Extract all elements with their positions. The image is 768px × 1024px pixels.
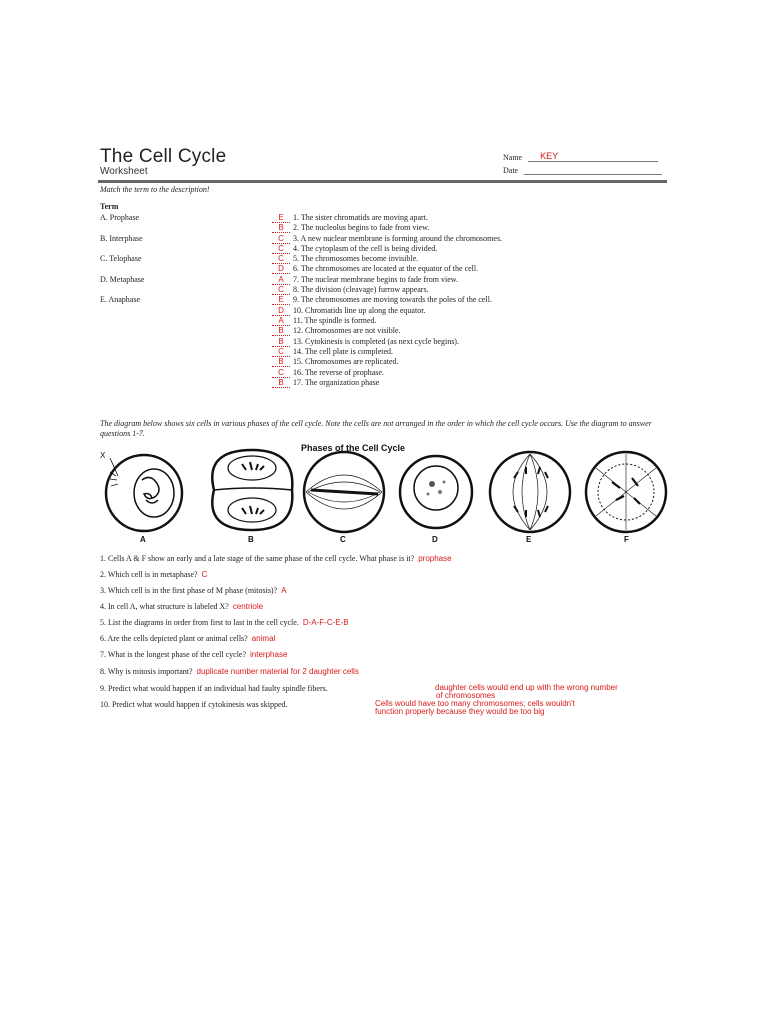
cell-label: C	[340, 535, 346, 544]
match-answer[interactable]: C	[272, 244, 290, 254]
date-line[interactable]	[524, 165, 662, 175]
match-text: 5. The chromosomes become invisible.	[293, 254, 419, 263]
question	[100, 650, 287, 659]
cell-f	[586, 452, 666, 532]
question-answer[interactable]: animal	[251, 634, 276, 643]
match-answer[interactable]: B	[272, 357, 290, 367]
page-title: The Cell Cycle	[100, 146, 227, 167]
match-text: 14. The cell plate is completed.	[293, 347, 394, 356]
term-item: D. Metaphase	[100, 275, 145, 284]
match-text: 11. The spindle is formed.	[293, 316, 377, 325]
diagram-intro: The diagram below shows six cells in various phases of the cell cycle. Note the cells are not arranged in the order in which the cell cycle occurs. Use the diagram to answer questions 1-7.	[100, 419, 652, 438]
label-x: X	[100, 451, 106, 460]
match-text: 8. The division (cleavage) furrow appears.	[293, 285, 429, 294]
match-text: 17. The organization phase	[293, 378, 380, 387]
answer-line: Cells would have too many chromosomes; cells wouldn't	[375, 699, 575, 708]
question	[100, 634, 275, 643]
cell-cycle-diagram	[96, 438, 676, 544]
name-field	[503, 152, 658, 162]
match-item	[272, 244, 437, 254]
header-rule	[98, 180, 667, 183]
name-value: KEY	[540, 151, 559, 161]
match-answer[interactable]: A	[272, 316, 290, 326]
question	[100, 667, 359, 676]
question-answer[interactable]: A	[281, 586, 287, 595]
match-text: 16. The reverse of prophase.	[293, 368, 384, 377]
question-text: 5. List the diagrams in order from first to last in the cell cycle.	[100, 618, 299, 627]
question-answer[interactable]: D-A-F-C-E-B	[302, 618, 349, 627]
match-item	[272, 213, 428, 223]
question-answer[interactable]: interphase	[250, 650, 288, 659]
cell-e	[490, 452, 570, 532]
match-item	[272, 254, 418, 264]
match-answer[interactable]: C	[272, 234, 290, 244]
question-text: 9. Predict what would happen if an individual had faulty spindle fibers.	[100, 684, 328, 693]
question-answer[interactable]: centriole	[232, 602, 264, 611]
answer-line: daughter cells would end up with the wrong number	[435, 683, 618, 692]
term-item: E. Anaphase	[100, 295, 140, 304]
match-item	[272, 223, 429, 233]
match-item	[272, 316, 377, 326]
name-label: Name	[503, 153, 523, 162]
question	[100, 684, 328, 693]
question-answer[interactable]: C	[201, 570, 208, 579]
question-text: 7. What is the longest phase of the cell cycle?	[100, 650, 247, 659]
term-item: A. Prophase	[100, 213, 140, 222]
term-item: B. Interphase	[100, 234, 143, 243]
match-answer[interactable]: B	[272, 337, 290, 347]
question-answer[interactable]: prophase	[418, 554, 452, 563]
match-answer[interactable]: E	[272, 295, 290, 305]
match-item	[272, 347, 393, 357]
match-text: 2. The nucleolus begins to fade from view.	[293, 223, 430, 232]
match-item	[272, 234, 502, 244]
match-answer[interactable]: C	[272, 285, 290, 295]
match-item	[272, 337, 459, 347]
match-text: 12. Chromosomes are not visible.	[293, 326, 401, 335]
match-text: 10. Chromatids line up along the equator.	[293, 306, 426, 315]
match-text: 6. The chromosomes are located at the equator of the cell.	[293, 264, 479, 273]
question-text: 3. Which cell is in the first phase of M phase (mitosis)?	[100, 586, 278, 595]
match-answer[interactable]: A	[272, 275, 290, 285]
match-item	[272, 285, 429, 295]
match-text: 3. A new nuclear membrane is forming around the chromosomes.	[293, 234, 503, 243]
match-answer[interactable]: D	[272, 306, 290, 316]
name-line[interactable]	[528, 152, 658, 162]
question-text: 8. Why is mitosis important?	[100, 667, 193, 676]
match-item	[272, 378, 379, 388]
question-answer[interactable]: duplicate number material for 2 daughter cells	[196, 667, 359, 676]
match-item	[272, 357, 399, 367]
question-text: 4. In cell A, what structure is labeled X?	[100, 602, 229, 611]
question	[100, 570, 207, 579]
cell-label: E	[526, 535, 532, 544]
question	[100, 602, 263, 611]
question	[100, 554, 452, 563]
question-text: 10. Predict what would happen if cytokinesis was skipped.	[100, 700, 288, 709]
instruction: Match the term to the description!	[100, 185, 210, 194]
question	[100, 586, 287, 595]
question-text: 1. Cells A & F show an early and a late stage of the same phase of the cell cycle. What phase is it?	[100, 554, 415, 563]
match-answer[interactable]: C	[272, 347, 290, 357]
question-text: 2. Which cell is in metaphase?	[100, 570, 198, 579]
match-text: 9. The chromosomes are moving towards the poles of the cell.	[293, 295, 492, 304]
question-text: 6. Are the cells depicted plant or animal cells?	[100, 634, 248, 643]
match-answer[interactable]: B	[272, 223, 290, 233]
match-item	[272, 306, 425, 316]
question-answer[interactable]	[435, 684, 618, 700]
term-item: C. Telophase	[100, 254, 142, 263]
cell-b	[212, 450, 292, 530]
match-text: 7. The nuclear membrane begins to fade from view.	[293, 275, 459, 284]
cell-label: D	[432, 535, 438, 544]
match-text: 4. The cytoplasm of the cell is being divided.	[293, 244, 438, 253]
match-answer[interactable]: D	[272, 264, 290, 274]
date-field	[503, 165, 662, 175]
cell-label: B	[248, 535, 254, 544]
question	[100, 700, 288, 709]
match-item	[272, 368, 384, 378]
match-item	[272, 295, 492, 305]
match-answer[interactable]: B	[272, 326, 290, 336]
answer-line: function properly because they would be too big	[375, 707, 545, 716]
question	[100, 618, 349, 627]
cell-c	[304, 452, 384, 532]
diagram-title: Phases of the Cell Cycle	[301, 443, 406, 453]
match-answer[interactable]: C	[272, 368, 290, 378]
match-answer[interactable]: B	[272, 378, 290, 388]
match-answer[interactable]: E	[272, 213, 290, 223]
page-subtitle: Worksheet	[100, 166, 148, 177]
match-text: 1. The sister chromatids are moving apart.	[293, 213, 428, 222]
match-text: 13. Cytokinesis is completed (as next cycle begins).	[293, 337, 459, 346]
question-answer[interactable]	[375, 700, 575, 716]
cell-d	[400, 456, 472, 528]
match-answer[interactable]: C	[272, 254, 290, 264]
date-label: Date	[503, 166, 519, 175]
match-item	[272, 275, 458, 285]
match-text: 15. Chromosomes are replicated.	[293, 357, 399, 366]
cell-a	[100, 451, 182, 531]
term-heading: Term	[100, 202, 119, 211]
match-item	[272, 326, 401, 336]
answer-line: of chromosomes	[436, 691, 496, 700]
cell-label: A	[140, 535, 146, 544]
cell-label: F	[624, 535, 629, 544]
worksheet	[86, 134, 682, 724]
match-item	[272, 264, 478, 274]
